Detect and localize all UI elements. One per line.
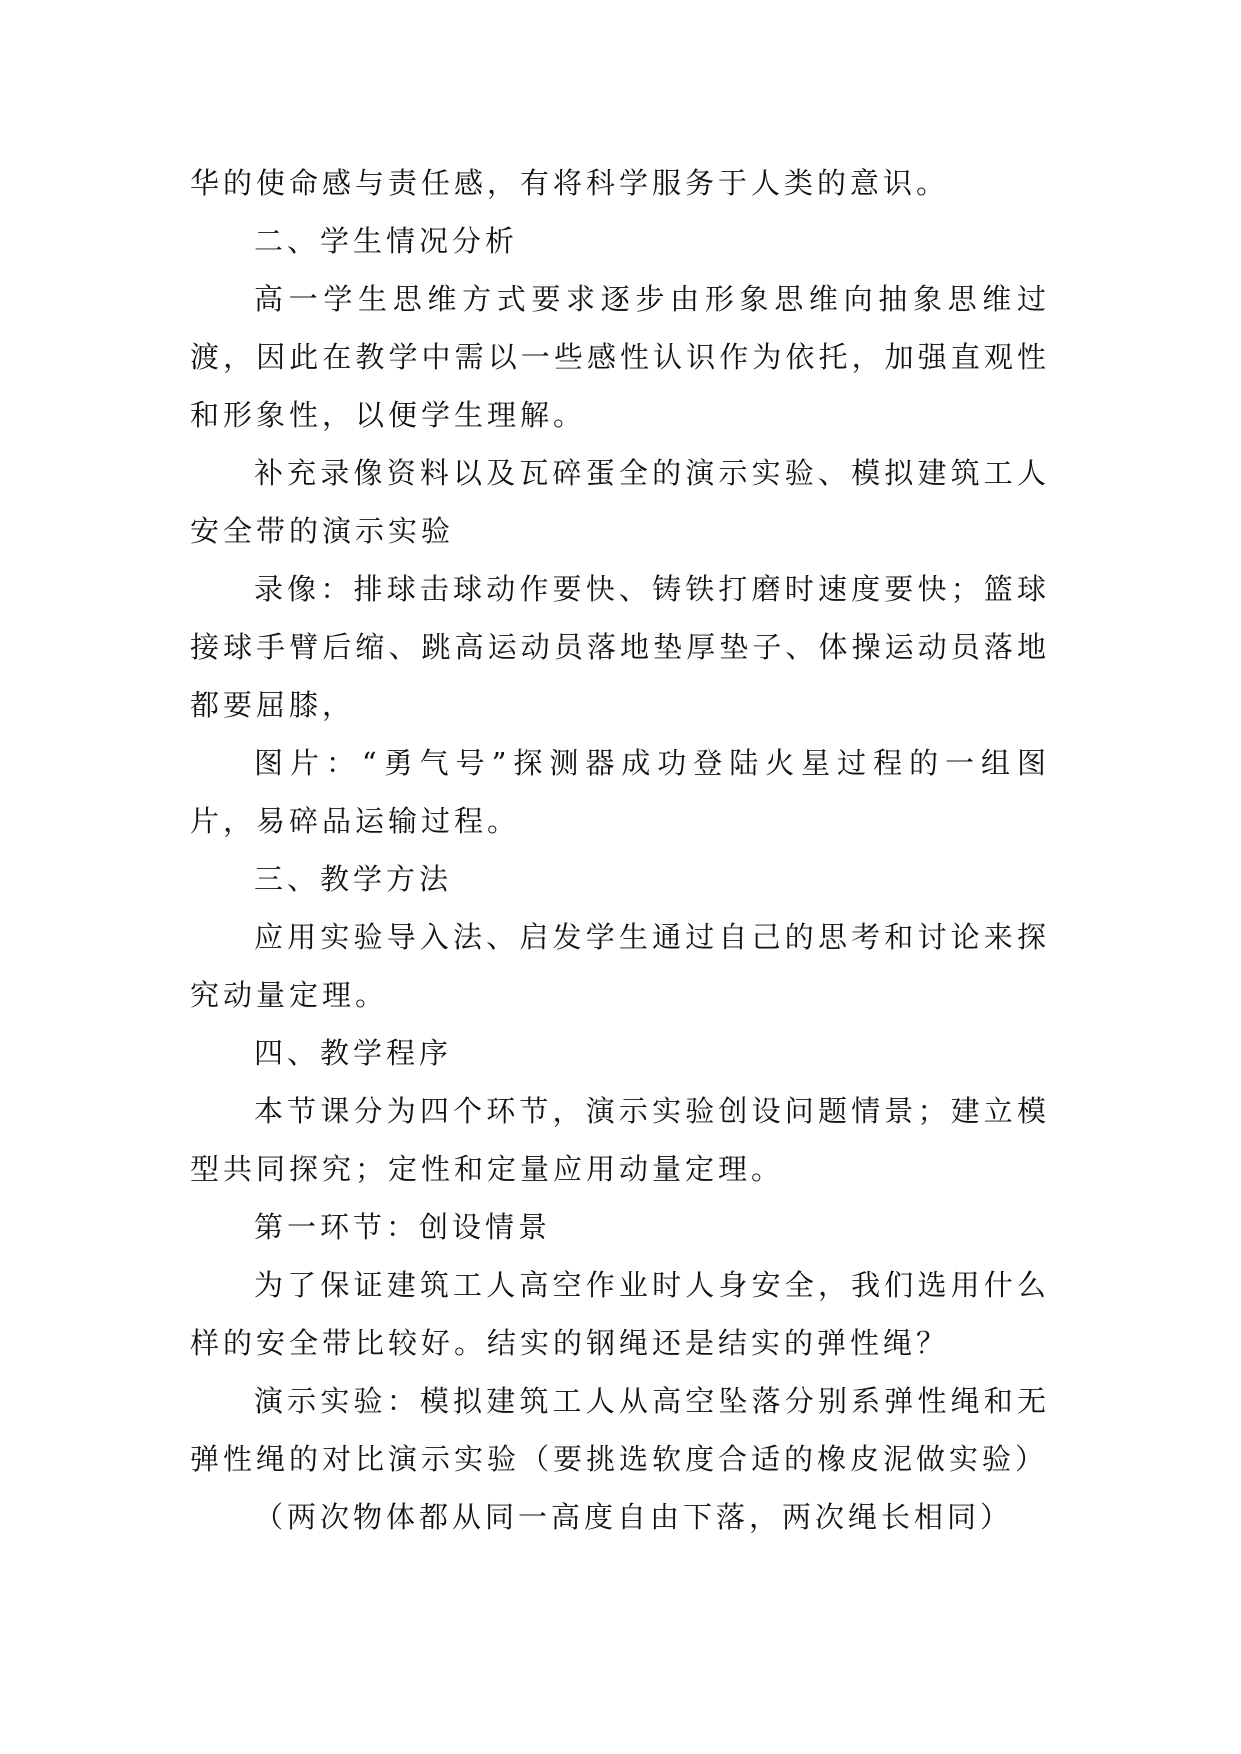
paragraph-demo-experiment: 演示实验：模拟建筑工人从高空坠落分别系弹性绳和无弹性绳的对比演示实验（要挑选软度合适的橡皮泥做实验） xyxy=(190,1384,1050,1476)
paragraph-supplementary-materials: 补充录像资料以及瓦碎蛋全的演示实验、模拟建筑工人安全带的演示实验 xyxy=(190,456,1050,548)
document-body xyxy=(190,154,1050,1546)
paragraph-continuation: 华的使命感与责任感，有将科学服务于人类的意识。 xyxy=(190,166,950,200)
paragraph-safety-question: 为了保证建筑工人高空作业时人身安全，我们选用什么样的安全带比较好。结实的钢绳还是结实的弹性绳？ xyxy=(190,1268,1050,1360)
paragraph-video: 录像：排球击球动作要快、铸铁打磨时速度要快；篮球接球手臂后缩、跳高运动员落地垫厚垫子、体操运动员落地都要屈膝， xyxy=(190,572,1050,722)
section-heading-teaching-method: 三、教学方法 xyxy=(254,862,453,896)
paragraph-method: 应用实验导入法、启发学生通过自己的思考和讨论来探究动量定理。 xyxy=(190,920,1050,1012)
paragraph-student-thinking: 高一学生思维方式要求逐步由形象思维向抽象思维过渡，因此在教学中需以一些感性认识作为依托，加强直观性和形象性，以便学生理解。 xyxy=(190,282,1050,432)
subheading-first-stage: 第一环节：创设情景 xyxy=(254,1210,552,1244)
paragraph-experiment-note: （两次物体都从同一高度自由下落，两次绳长相同） xyxy=(254,1500,1014,1534)
paragraph-pictures: 图片：“勇气号”探测器成功登陆火星过程的一组图片，易碎品运输过程。 xyxy=(190,746,1050,838)
section-heading-teaching-procedure: 四、教学程序 xyxy=(254,1036,453,1070)
section-heading-student-analysis: 二、学生情况分析 xyxy=(254,224,519,258)
paragraph-procedure: 本节课分为四个环节，演示实验创设问题情景；建立模型共同探究；定性和定量应用动量定理。 xyxy=(190,1094,1050,1186)
